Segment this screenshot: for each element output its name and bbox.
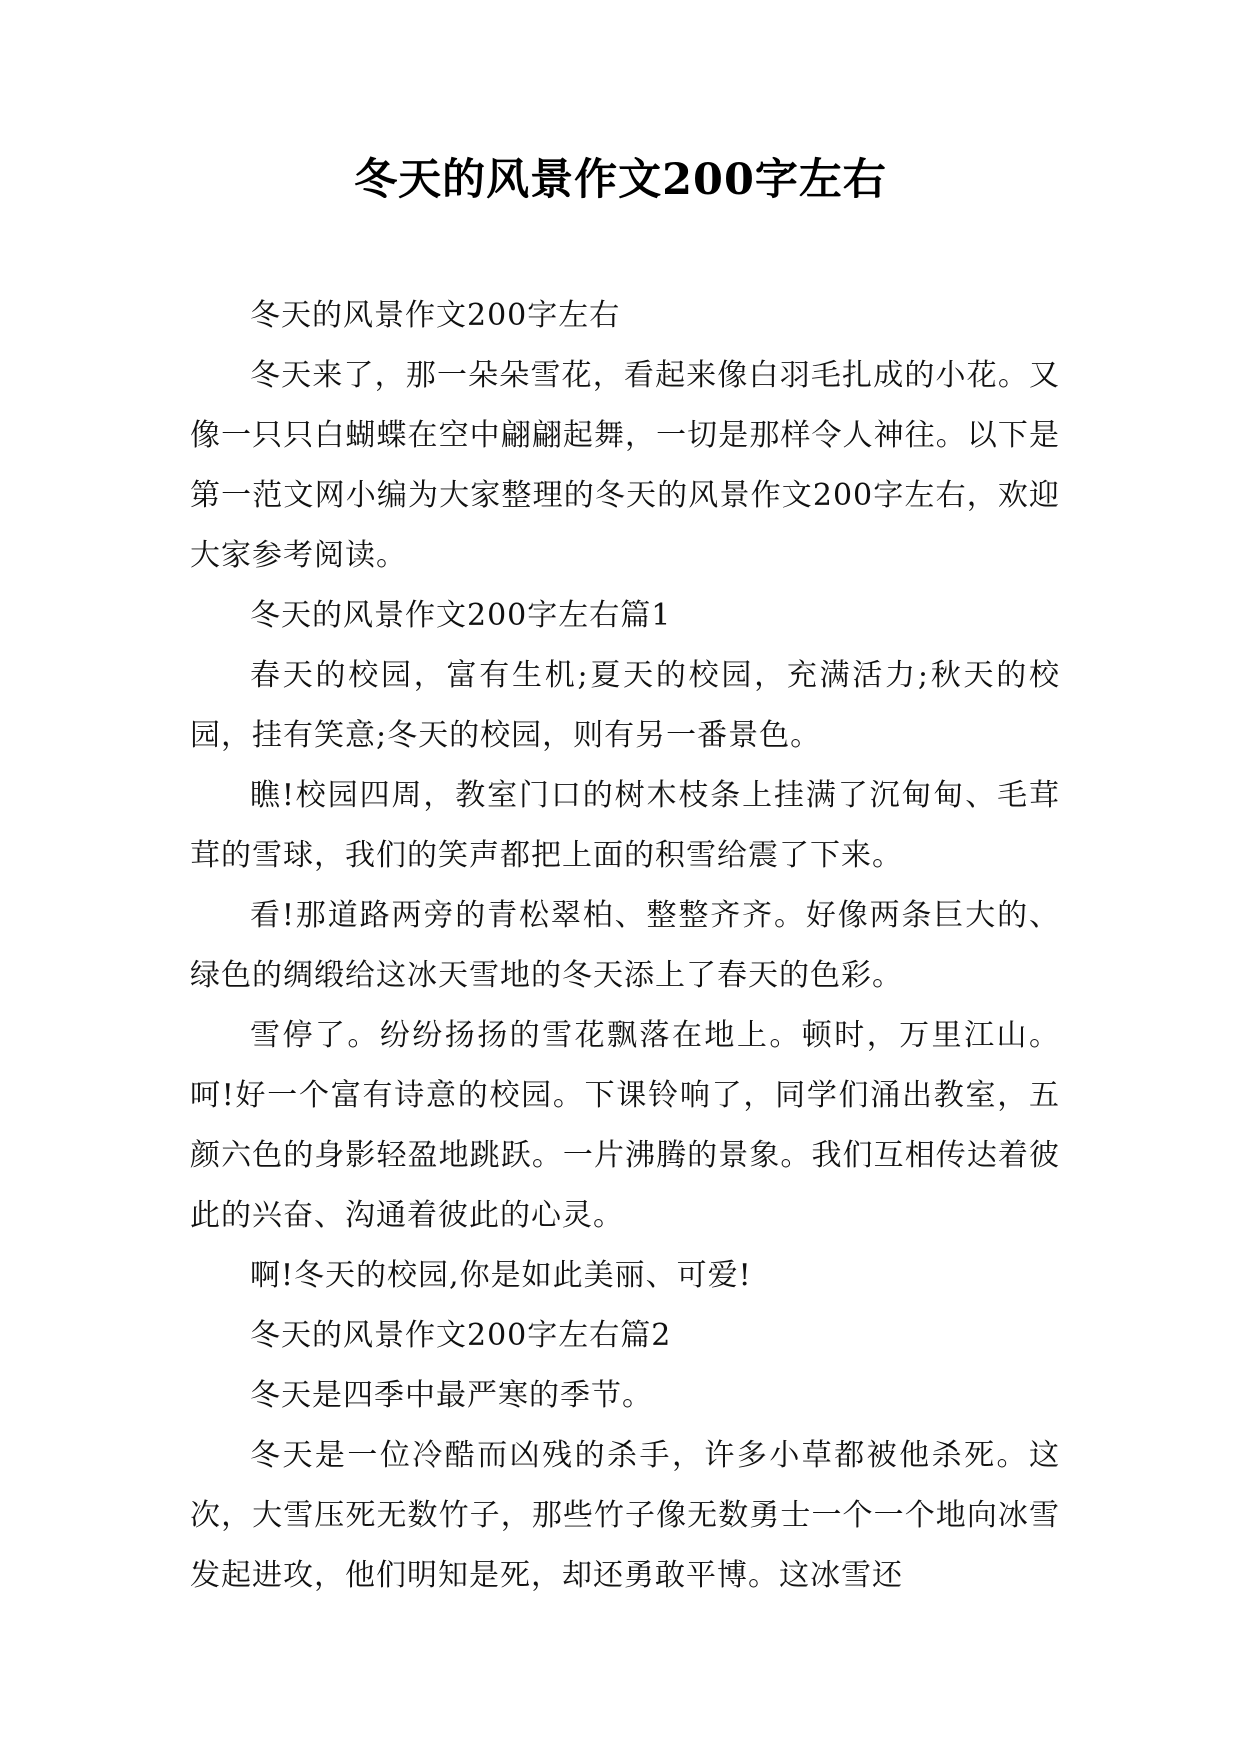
paragraph-intro-heading: 冬天的风景作文200字左右: [250, 298, 621, 333]
section-heading-1: 冬天的风景作文200字左右篇1: [250, 598, 672, 633]
paragraph: 冬天是一位冷酷而凶残的杀手，许多小草都被他杀死。这次，大雪压死无数竹子，那些竹子像无数勇士一个一个地向冰雪发起进攻，他们明知是死，却还勇敢平博。这冰雪还: [190, 1438, 1060, 1593]
section-heading-2: 冬天的风景作文200字左右篇2: [250, 1318, 672, 1353]
paragraph: 冬天是四季中最严寒的季节。: [250, 1378, 653, 1413]
document-body: [190, 286, 1060, 1606]
paragraph: 啊!冬天的校园,你是如此美丽、可爱!: [250, 1258, 752, 1293]
document-title: 冬天的风景作文200字左右: [354, 155, 887, 205]
paragraph-intro: 冬天来了，那一朵朵雪花，看起来像白羽毛扎成的小花。又像一只只白蝴蝶在空中翩翩起舞，一切是那样令人神往。以下是第一范文网小编为大家整理的冬天的风景作文200字左右，欢迎大家参考阅读。: [190, 358, 1060, 573]
paragraph: 春天的校园，富有生机;夏天的校园，充满活力;秋天的校园，挂有笑意;冬天的校园，则有另一番景色。: [190, 658, 1060, 753]
paragraph: 瞧!校园四周，教室门口的树木枝条上挂满了沉甸甸、毛茸茸的雪球，我们的笑声都把上面的积雪给震了下来。: [190, 778, 1060, 873]
paragraph: 雪停了。纷纷扬扬的雪花飘落在地上。顿时，万里江山。呵!好一个富有诗意的校园。下课铃响了，同学们涌出教室，五颜六色的身影轻盈地跳跃。一片沸腾的景象。我们互相传达着彼此的兴奋、沟通着彼此的心灵。: [190, 1018, 1060, 1233]
paragraph: 看!那道路两旁的青松翠柏、整整齐齐。好像两条巨大的、绿色的绸缎给这冰天雪地的冬天添上了春天的色彩。: [190, 898, 1060, 993]
